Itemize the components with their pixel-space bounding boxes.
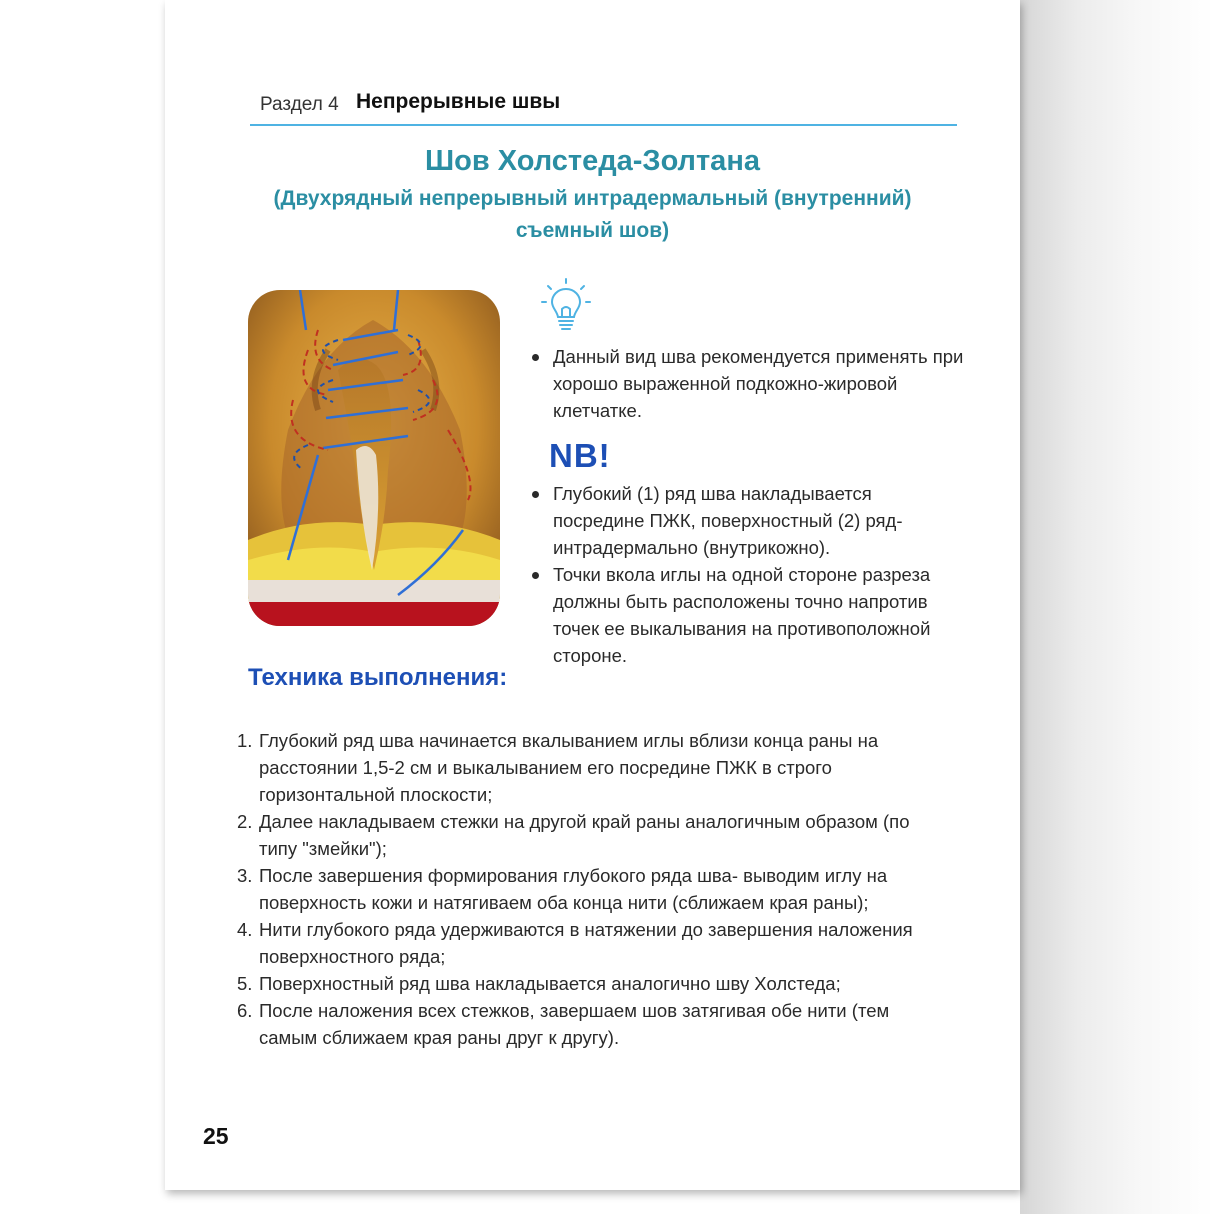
suture-photo — [248, 290, 500, 626]
list-item: Точки вкола иглы на одной стороне разреза должны быть расположены точно напротив точек ее выкалывания на противоположной стороне. — [527, 561, 967, 669]
recommendation-list — [527, 343, 967, 424]
step-number: 5. — [237, 973, 253, 994]
step-number: 2. — [237, 811, 253, 832]
technique-heading: Техника выполнения: — [248, 664, 508, 691]
step-item — [237, 997, 937, 1051]
step-number: 4. — [237, 919, 253, 940]
header-divider — [250, 124, 957, 126]
step-item — [237, 862, 937, 916]
step-item — [237, 727, 937, 808]
nb-label: NB! — [549, 437, 611, 474]
step-text: Глубокий ряд шва начинается вкалыванием иглы вблизи конца раны на расстоянии 1,5-2 см и выкалыванием его посредине ПЖК в строго горизонтальной плоскости; — [259, 730, 879, 805]
step-text: После завершения формирования глубокого ряда шва- выводим иглу на поверхность кожи и натягиваем оба конца нити (сближаем края раны); — [259, 865, 888, 913]
list-item: Глубокий (1) ряд шва накладывается посредине ПЖК, поверхностный (2) ряд- интрадермально (внутрикожно). — [527, 480, 967, 561]
step-item — [237, 808, 937, 862]
page-shadow — [1020, 0, 1214, 1214]
technique-steps — [237, 727, 937, 1051]
page-subtitle: (Двухрядный непрерывный интрадермальный (внутренний) съемный шов) — [273, 187, 912, 242]
step-text: Поверхностный ряд шва накладывается аналогично шву Холстеда; — [259, 973, 841, 994]
page-number: 25 — [203, 1123, 229, 1149]
document-page — [165, 0, 1020, 1190]
page-header — [260, 88, 960, 122]
step-item — [237, 970, 937, 997]
step-item — [237, 916, 937, 970]
section-label: Раздел 4 — [260, 94, 339, 115]
step-number: 6. — [237, 1000, 253, 1021]
step-text: Нити глубокого ряда удерживаются в натяжении до завершения наложения поверхностного ряда; — [259, 919, 913, 967]
section-name: Непрерывные швы — [356, 90, 561, 113]
list-item: Данный вид шва рекомендуется применять при хорошо выраженной подкожно-жировой клетчатке. — [527, 343, 967, 424]
page-title: Шов Холстеда-Золтана — [425, 145, 760, 177]
step-number: 3. — [237, 865, 253, 886]
step-text: После наложения всех стежков, завершаем шов затягивая обе нити (тем самым сближаем края раны друг к другу). — [259, 1000, 890, 1048]
nb-list — [527, 480, 967, 669]
lightbulb-icon — [540, 277, 592, 335]
step-text: Далее накладываем стежки на другой край раны аналогичным образом (по типу "змейки"); — [259, 811, 910, 859]
step-number: 1. — [237, 730, 253, 751]
